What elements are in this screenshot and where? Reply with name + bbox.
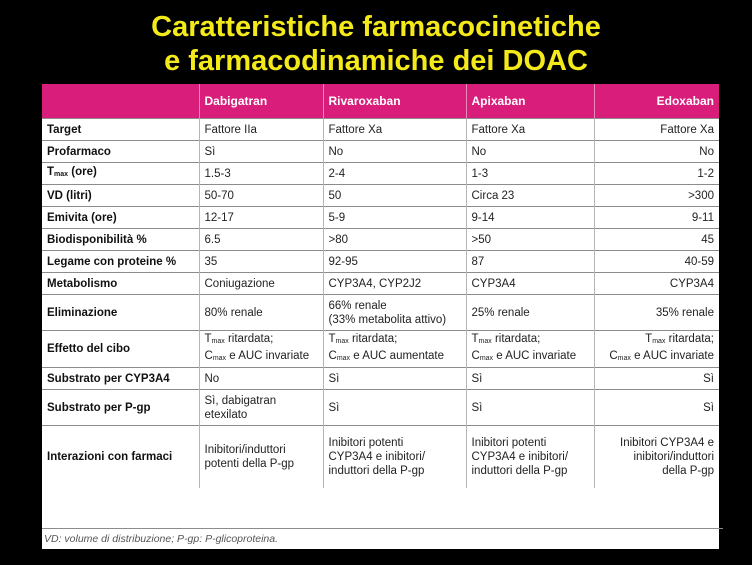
table-row [42,207,719,229]
column-header: Dabigatran [199,84,323,119]
table-cell: Fattore Xa [466,119,594,141]
row-label [42,163,199,185]
table-cell: CYP3A4 [594,273,719,295]
table-cell: 92-95 [323,251,466,273]
table-cell: 35 [199,251,323,273]
row-label-sub: max [54,171,69,178]
table-cell: CYP3A4 [466,273,594,295]
table-cell: Fattore Xa [323,119,466,141]
title-line-2: e farmacodinamiche dei DOAC [164,45,588,77]
table-cell: 40-59 [594,251,719,273]
table-cell: 1-2 [594,163,719,185]
table-cell: No [594,141,719,163]
slide-title [0,10,752,78]
doac-table [42,84,719,488]
table-row [42,185,719,207]
row-label: Interazioni con farmaci [42,426,199,488]
table-cell: Circa 23 [466,185,594,207]
table-cell: 6.5 [199,229,323,251]
table-cell: Sì, dabigatran etexilato [199,390,323,426]
table-cell: Fattore IIa [199,119,323,141]
table-cell: Sì [466,368,594,390]
table-cell: 2-4 [323,163,466,185]
row-label: Metabolismo [42,273,199,295]
table-row [42,229,719,251]
row-label-rest: (ore) [68,166,97,178]
table-cell: 1.5-3 [199,163,323,185]
table-cell: 25% renale [466,295,594,331]
table-row [42,251,719,273]
table-row [42,390,719,426]
table-cell: Sì [466,390,594,426]
table-cell: 66% renale (33% metabolita attivo) [323,295,466,331]
row-label: Emivita (ore) [42,207,199,229]
table-panel [42,84,719,549]
table-cell: No [466,141,594,163]
table-cell: Inibitori potenti CYP3A4 e inibitori/ induttori della P-gp [466,426,594,488]
table-cell: 5-9 [323,207,466,229]
column-header: Edoxaban [594,84,719,119]
table-cell: Inibitori potenti CYP3A4 e inibitori/ induttori della P-gp [323,426,466,488]
table-cell: 12-17 [199,207,323,229]
table-cell: >50 [466,229,594,251]
table-cell: Inibitori/induttori potenti della P-gp [199,426,323,488]
table-cell: $T_{max}$ ritardata; $C_{max}$ e AUC invariate [199,331,323,368]
table-cell: Fattore Xa [594,119,719,141]
row-label: Eliminazione [42,295,199,331]
table-cell: No [199,368,323,390]
table-cell: No [323,141,466,163]
row-label-main: T [47,166,55,178]
table-cell: Sì [199,141,323,163]
table-cell: 87 [466,251,594,273]
table-row [42,141,719,163]
table-cell: Sì [594,390,719,426]
table-cell: $T_{max}$ ritardata; $C_{max}$ e AUC invariate [594,331,719,368]
table-cell: 9-14 [466,207,594,229]
table-cell: Sì [323,390,466,426]
title-line-1: Caratteristiche farmacocinetiche [151,11,601,43]
table-cell: Sì [323,368,466,390]
table-cell: 80% renale [199,295,323,331]
table-cell: 50 [323,185,466,207]
row-label: Effetto del cibo [42,331,199,368]
table-row [42,426,719,488]
table-cell: $T_{max}$ ritardata; $C_{max}$ e AUC invariate [466,331,594,368]
table-cell: 1-3 [466,163,594,185]
table-cell: 45 [594,229,719,251]
table-cell: 35% renale [594,295,719,331]
column-header: Rivaroxaban [323,84,466,119]
table-row [42,295,719,331]
row-label: Legame con proteine % [42,251,199,273]
footnote: VD: volume di distribuzione; P-gp: P-glicoproteina. [42,528,723,549]
table-cell: Inibitori CYP3A4 e inibitori/induttori della P-gp [594,426,719,488]
table-cell: Sì [594,368,719,390]
header-row [42,84,719,119]
table-row [42,119,719,141]
table-cell: 50-70 [199,185,323,207]
table-cell: >80 [323,229,466,251]
column-header: Apixaban [466,84,594,119]
table-cell: CYP3A4, CYP2J2 [323,273,466,295]
row-label: Target [42,119,199,141]
table-row [42,163,719,185]
header-corner [42,84,199,119]
table-cell: Coniugazione [199,273,323,295]
table-cell: 9-11 [594,207,719,229]
table-row [42,331,719,368]
row-label: Profarmaco [42,141,199,163]
table-cell: $T_{max}$ ritardata; $C_{max}$ e AUC aumentate [323,331,466,368]
row-label: Substrato per P-gp [42,390,199,426]
row-label: Substrato per CYP3A4 [42,368,199,390]
row-label: Biodisponibilità % [42,229,199,251]
table-row [42,273,719,295]
table-row [42,368,719,390]
table-cell: >300 [594,185,719,207]
row-label: VD (litri) [42,185,199,207]
